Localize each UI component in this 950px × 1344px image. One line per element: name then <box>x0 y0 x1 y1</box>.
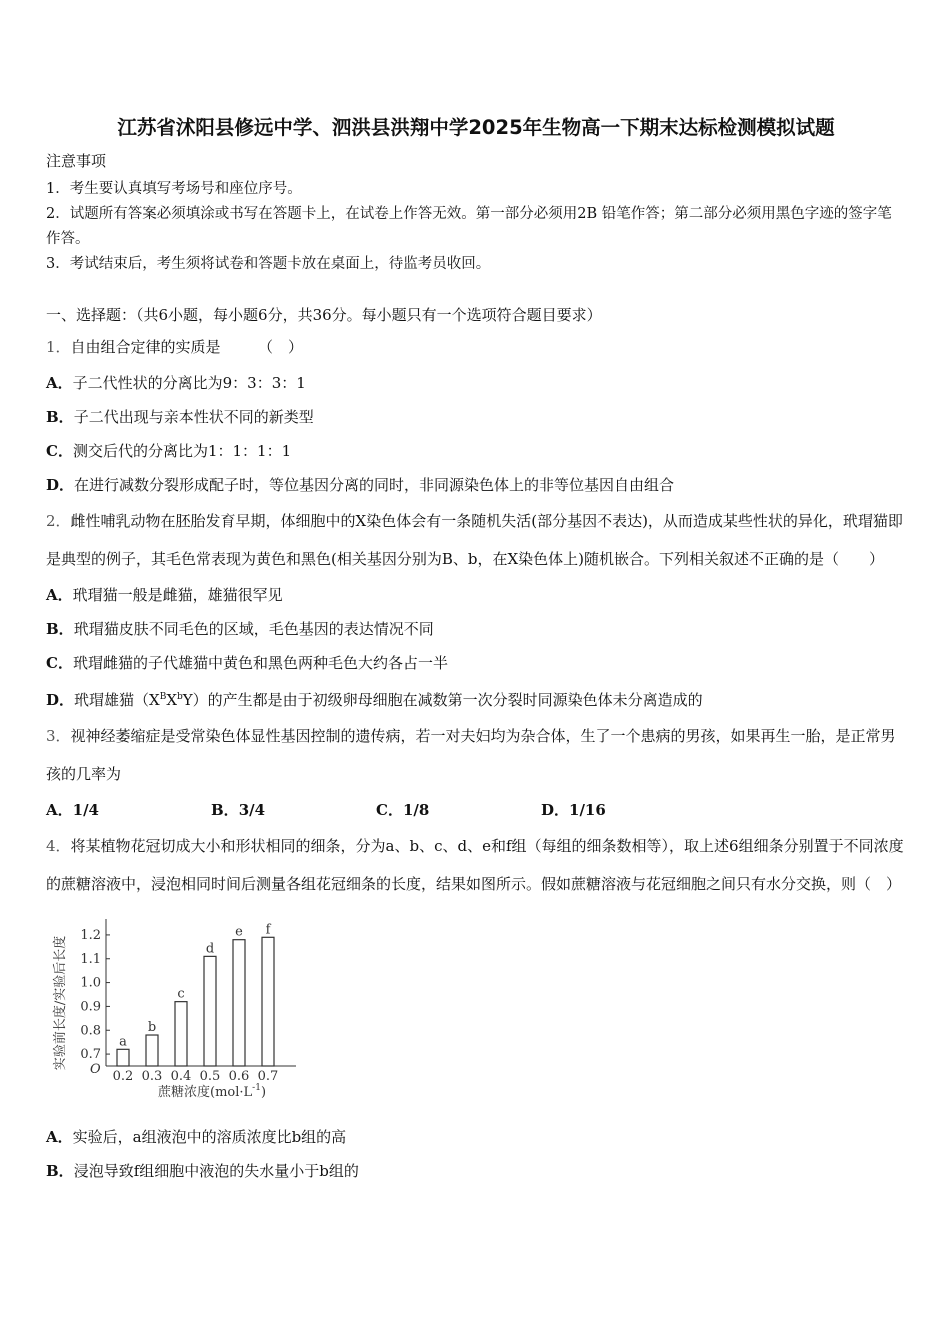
bar-label: b <box>147 1020 157 1036</box>
bar-label: a <box>119 1034 127 1050</box>
y-tick-label: 1.2 <box>80 927 101 943</box>
exam-page <box>46 112 906 1188</box>
option-d: D．玳瑁雄猫$(X^BX^bY)$的产生都是由于初级卵母细胞在减数第一次分裂时同源染色体未分离造成的 <box>46 691 703 709</box>
y-tick-label: 0.9 <box>80 999 101 1015</box>
bar-label: c <box>177 986 185 1002</box>
section-heading: 一、选择题：（共6小题，每小题6分，共36分。每小题只有一个选项符合题目要求） <box>46 306 602 324</box>
y-tick-label: 1.0 <box>80 975 101 991</box>
notice-item: 1．考生要认真填写考场号和座位序号。 <box>46 181 302 197</box>
bar-label: f <box>265 922 271 938</box>
options-row <box>46 793 906 827</box>
x-tick-label: 0.7 <box>257 1069 279 1084</box>
notice-heading: 注意事项 <box>46 152 107 170</box>
question-stem: 视神经萎缩症是受常染色体显性基因控制的遗传病，若一对夫妇均为杂合体，生了一个患病的男孩，如果再生一胎，是正常男孩的几率为 <box>46 727 896 783</box>
notice-item: 3．考试结束后，考生须将试卷和答题卡放在桌面上，待监考员收回。 <box>46 256 491 272</box>
notice-item: 2．试题所有答案必须填涂或书写在答题卡上，在试卷上作答无效。第一部分必须用2B 铅笔作答；第二部分必须用黑色字迹的签字笔作答。 <box>46 206 892 247</box>
bar-chart-svg <box>46 911 326 1106</box>
option-c: C．1/8 <box>376 801 430 819</box>
question-1 <box>46 328 906 366</box>
y-tick-label: 0.7 <box>80 1047 101 1063</box>
bar <box>233 940 245 1066</box>
option-b: B．3/4 <box>211 801 266 819</box>
option-b: B．玳瑁猫皮肤不同毛色的区域，毛色基因的表达情况不同 <box>46 620 434 638</box>
question-4 <box>46 827 906 903</box>
bar <box>175 1002 187 1066</box>
option-d: D．1/16 <box>541 801 606 819</box>
origin-label: O <box>90 1062 101 1077</box>
option-a: A．实验后，a组液泡中的溶质浓度比b组的高 <box>46 1128 347 1146</box>
question-2 <box>46 502 906 578</box>
bar-chart <box>46 911 326 1106</box>
question-number: 1． <box>46 338 71 356</box>
x-axis-label: 蔗糖浓度$(mol\cdot L^{-1})$ <box>158 1083 267 1100</box>
bar <box>146 1035 158 1066</box>
option-a: A．1/4 <box>46 801 99 819</box>
question-stem: 雌性哺乳动物在胚胎发育早期，体细胞中的X染色体会有一条随机失活(部分基因不表达)，从而造成某些性状的异化，玳瑁猫即是典型的例子，其毛色常表现为黄色和黑色(相关基因分别为B、b，在X染色体上)随机嵌合。下列相关叙述不正确的是（ ） <box>46 512 903 568</box>
question-number: 3． <box>46 727 71 745</box>
y-axis-label: 实验前长度/实验后长度 <box>53 935 68 1071</box>
y-tick-label: 0.8 <box>80 1023 101 1039</box>
option-d: D．在进行减数分裂形成配子时，等位基因分离的同时，非同源染色体上的非等位基因自由组合 <box>46 476 675 494</box>
question-stem: 将某植物花冠切成大小和形状相同的细条，分为a、b、c、d、e和f组（每组的细条数相等），取上述6组细条分别置于不同浓度的蔗糖溶液中，浸泡相同时间后测量各组花冠细条的长度，结果如图所示。假如蔗糖溶液与花冠细胞之间只有水分交换，则（ ） <box>46 837 904 893</box>
question-3 <box>46 717 906 793</box>
page-title: 江苏省沭阳县修远中学、泗洪县洪翔中学2025年生物高一下期末达标检测模拟试题 <box>117 116 835 139</box>
bar <box>117 1049 129 1066</box>
question-number: 2． <box>46 512 71 530</box>
option-a: A．玳瑁猫一般是雌猫，雄猫很罕见 <box>46 586 283 604</box>
bar <box>262 937 274 1066</box>
question-number: 4． <box>46 837 71 855</box>
chart-plot-area <box>80 919 296 1084</box>
y-tick-label: 1.1 <box>80 951 101 967</box>
x-tick-label: 0.3 <box>141 1069 163 1084</box>
option-a: A．子二代性状的分离比为9：3：3：1 <box>46 374 306 392</box>
option-c: C．测交后代的分离比为1：1：1：1 <box>46 442 292 460</box>
option-b: B．浸泡导致f组细胞中液泡的失水量小于b组的 <box>46 1162 359 1180</box>
question-stem: 自由组合定律的实质是 （ ） <box>70 338 304 356</box>
bar <box>204 956 216 1066</box>
bar-label: e <box>235 924 243 940</box>
x-tick-label: 0.2 <box>112 1069 134 1084</box>
bar-label: d <box>205 941 215 957</box>
option-c: C．玳瑁雌猫的子代雄猫中黄色和黑色两种毛色大约各占一半 <box>46 654 448 672</box>
x-tick-label: 0.5 <box>199 1069 221 1084</box>
x-tick-label: 0.4 <box>170 1069 192 1084</box>
option-b: B．子二代出现与亲本性状不同的新类型 <box>46 408 314 426</box>
x-tick-label: 0.6 <box>228 1069 250 1084</box>
